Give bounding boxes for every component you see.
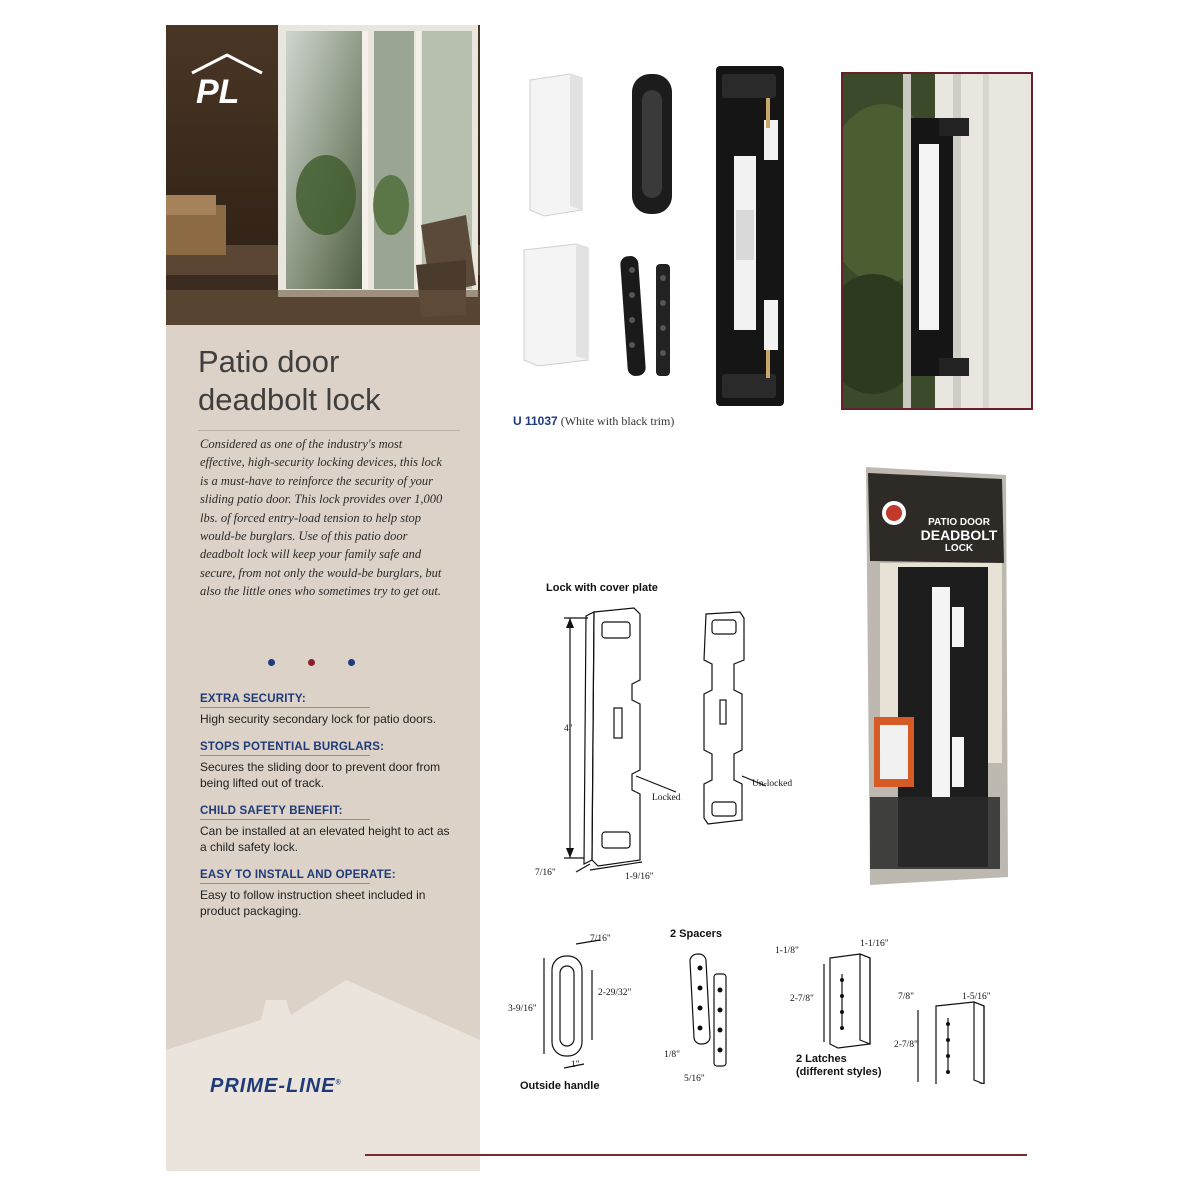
feature-item: [200, 693, 450, 727]
outside-handle-diagram: [520, 936, 640, 1076]
page-title: [198, 343, 468, 419]
feature-divider: [200, 819, 370, 820]
feature-title: EXTRA SECURITY:: [200, 693, 306, 705]
hero-photo: [166, 25, 480, 325]
handle-height: 3-9/16": [508, 1004, 537, 1014]
title-line-1: Patio door: [198, 344, 340, 379]
handle-inner-length: 2-29/32": [598, 988, 632, 998]
package-title-line: PATIO DOOR: [928, 517, 990, 528]
package-title-line: DEADBOLT: [920, 527, 998, 543]
package-title: [916, 517, 1002, 554]
feature-title: CHILD SAFETY BENEFIT:: [200, 805, 343, 817]
spacer-width: 5/16": [684, 1074, 705, 1084]
house-silhouette: [166, 960, 480, 1171]
latch2-height: 2-7/8": [894, 1040, 918, 1050]
product-caption: [513, 414, 674, 429]
title-line-2: deadbolt lock: [198, 382, 381, 417]
spacers-title: 2 Spacers: [670, 928, 722, 940]
handle-width: 7/16": [590, 934, 611, 944]
feature-divider: [200, 707, 370, 708]
brand-name: PRIME-LINE: [210, 1075, 336, 1097]
logo-text: PL: [196, 73, 240, 111]
feature-item: [200, 741, 450, 791]
feature-text: Easy to follow instruction sheet included in product packaging.: [200, 888, 426, 918]
info-panel: [166, 25, 480, 1171]
dim-height: 4": [564, 724, 573, 734]
dot-divider: [268, 659, 368, 669]
latch1-height: 2-7/8": [790, 994, 814, 1004]
feature-list: [200, 693, 450, 933]
lock-diagram-title: Lock with cover plate: [546, 582, 658, 594]
package-title-line: LOCK: [944, 543, 974, 554]
handle-base: 1": [571, 1060, 580, 1070]
latches-title-line: 2 Latches: [796, 1053, 847, 1065]
product-package: [858, 467, 1010, 885]
feature-title: STOPS POTENTIAL BURGLARS:: [200, 741, 385, 753]
latch2-width: 7/8": [898, 992, 915, 1002]
feature-text: Can be installed at an elevated height to act as a child safety lock.: [200, 824, 450, 854]
latches-title-line: (different styles): [796, 1066, 882, 1078]
model-number: U 11037: [513, 414, 558, 428]
lock-cover-plate-diagram: [528, 600, 818, 890]
spacer-thickness: 1/8": [664, 1050, 681, 1060]
latch1-depth: 1-1/16": [860, 939, 889, 949]
latch1-width: 1-1/8": [775, 946, 799, 956]
feature-text: Secures the sliding door to prevent door from being lifted out of track.: [200, 760, 441, 790]
latches-title: [796, 1053, 882, 1079]
dim-width: 1-9/16": [625, 872, 654, 882]
pl-logo: [182, 51, 272, 111]
unlocked-label: Un-locked: [752, 779, 793, 789]
brand-mark: ®: [335, 1079, 342, 1087]
feature-item: [200, 805, 450, 855]
color-note: (White with black trim): [560, 414, 675, 428]
bottom-divider: [365, 1154, 1027, 1156]
installed-lock-image: [843, 74, 1031, 408]
dim-thickness: 7/16": [535, 868, 556, 878]
feature-title: EASY TO INSTALL AND OPERATE:: [200, 869, 396, 881]
feature-text: High security secondary lock for patio doors.: [200, 712, 437, 726]
locked-label: Locked: [652, 793, 681, 803]
feature-divider: [200, 755, 370, 756]
latch2-depth: 1-5/16": [962, 992, 991, 1002]
dot: [268, 659, 275, 666]
feature-divider: [200, 883, 370, 884]
dot: [308, 659, 315, 666]
title-divider: [198, 430, 460, 431]
handle-title: Outside handle: [520, 1080, 600, 1092]
product-parts-photo: [510, 60, 800, 410]
dot: [348, 659, 355, 666]
description: Considered as one of the industry's most effective, high-security locking devices, this lock is a must-have to reinforce the security of your sliding patio door. This lock provides over 1,000 lbs. of forced entry-load tension to help stop would-be burglars. Use of this patio door deadbolt lock will keep your family safe and secure, from not only the would-be burglars, but also the little ones who sometimes try to get out.: [200, 437, 443, 599]
spacers-diagram: [668, 946, 758, 1076]
installed-photo: [841, 72, 1033, 410]
prime-line-brand: [210, 1075, 430, 1098]
feature-item: [200, 869, 450, 919]
